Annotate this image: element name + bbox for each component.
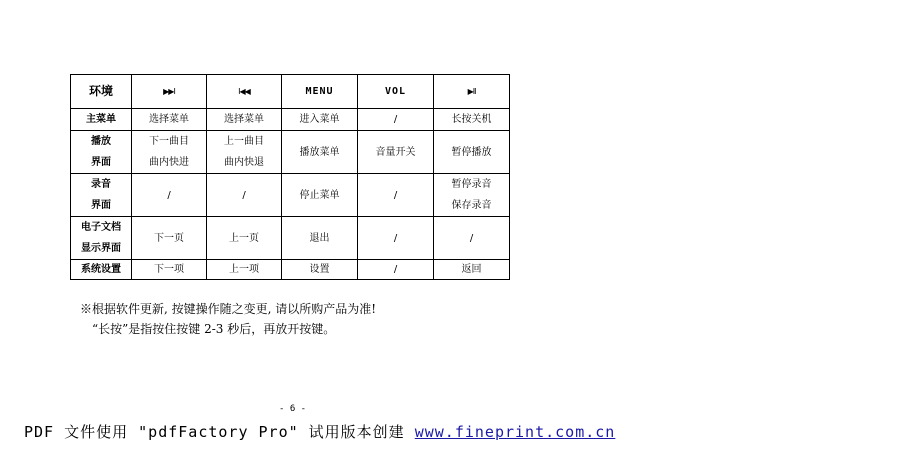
cell-line: 曲内快进: [149, 157, 189, 168]
table-cell: 上一页: [207, 217, 282, 260]
table-header-row: [71, 75, 510, 109]
table-cell: /: [207, 174, 282, 217]
row-label: [71, 174, 132, 217]
table-row: [71, 131, 510, 174]
row-label-line: 播放: [91, 136, 111, 147]
header-prev-key: [207, 75, 282, 109]
next-track-icon: ▶▶I: [163, 87, 175, 96]
table-cell: /: [358, 260, 434, 280]
row-label: 主菜单: [71, 109, 132, 131]
cell-line: 上一曲目: [224, 136, 264, 147]
header-play-pause-key: [434, 75, 510, 109]
previous-track-icon: I◀◀: [238, 87, 250, 96]
row-label: [71, 217, 132, 260]
table-cell: 选择菜单: [207, 109, 282, 131]
cell-line: 暂停录音: [451, 179, 492, 190]
table-row: [71, 109, 510, 131]
table-cell: 进入菜单: [282, 109, 358, 131]
table-cell: 停止菜单: [282, 174, 358, 217]
table-cell: 长按关机: [434, 109, 510, 131]
table-cell: 选择菜单: [132, 109, 207, 131]
table-cell: /: [132, 174, 207, 217]
cell-line: 保存录音: [451, 200, 492, 211]
play-pause-icon: ▶II: [467, 87, 476, 96]
row-label-line: 界面: [91, 157, 111, 168]
row-label: [71, 131, 132, 174]
header-vol-key: VOL: [358, 75, 434, 109]
table-cell: /: [358, 174, 434, 217]
row-label-line: 显示界面: [81, 243, 121, 254]
long-press-note: “长按”是指按住按键 2-3 秒后，再放开按键。: [92, 322, 336, 336]
table-cell: 退出: [282, 217, 358, 260]
table-cell: 暂停播放: [434, 131, 510, 174]
cell-line: 曲内快退: [224, 157, 264, 168]
table-cell: [434, 174, 510, 217]
page-number: - 6 -: [279, 404, 307, 414]
table-cell: [132, 131, 207, 174]
table-cell: 上一项: [207, 260, 282, 280]
row-label-line: 电子文档: [81, 222, 121, 233]
table-cell: [207, 131, 282, 174]
table-cell: 返回: [434, 260, 510, 280]
table-row: [71, 260, 510, 280]
footer-text: PDF 文件使用 "pdfFactory Pro" 试用版本创建: [24, 423, 415, 441]
header-next-key: [132, 75, 207, 109]
row-label-line: 录音: [91, 179, 111, 190]
table-cell: /: [358, 217, 434, 260]
table-cell: 下一项: [132, 260, 207, 280]
header-environment: 环境: [71, 75, 132, 109]
table-cell: 设置: [282, 260, 358, 280]
header-menu-key: MENU: [282, 75, 358, 109]
footer-link[interactable]: www.fineprint.com.cn: [414, 423, 616, 441]
table-cell: /: [358, 109, 434, 131]
key-function-table: [70, 74, 510, 280]
table-row: [71, 217, 510, 260]
table-row: [71, 174, 510, 217]
cell-line: 下一曲目: [149, 136, 189, 147]
pdf-footer: [24, 421, 615, 442]
update-notice: ※根据软件更新, 按键操作随之变更, 请以所购产品为准!: [80, 302, 377, 316]
table-cell: 播放菜单: [282, 131, 358, 174]
row-label: 系统设置: [71, 260, 132, 280]
table-cell: 下一页: [132, 217, 207, 260]
row-label-line: 界面: [91, 200, 111, 211]
table-cell: /: [434, 217, 510, 260]
table-cell: 音量开关: [358, 131, 434, 174]
